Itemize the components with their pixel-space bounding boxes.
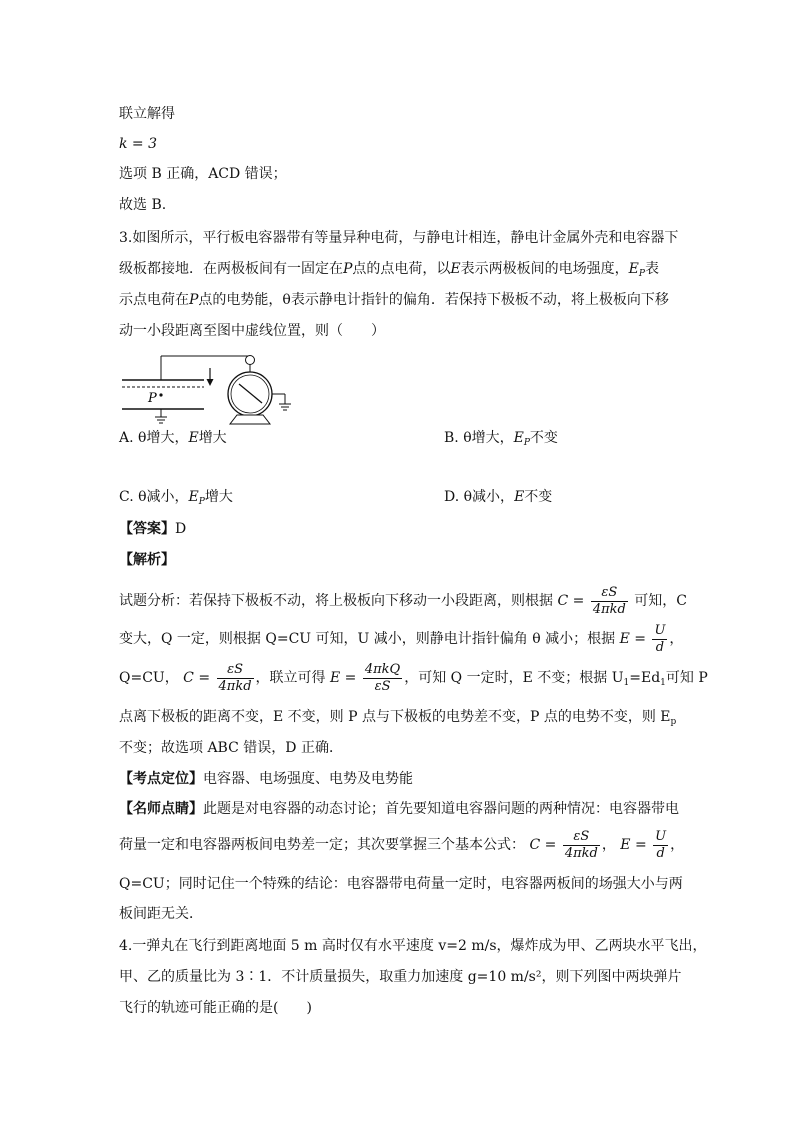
mingshi-line-2: 荷量一定和电容器两板间电势差一定；其次要掌握三个基本公式： C = $\frac{\varepsilon S}{\text{4πkd}}$ ， E = $\frac{U}{d}$ ，	[119, 828, 685, 861]
option-c: C. θ减小，$E_P$增大	[119, 489, 233, 507]
analysis-line-5: 不变；故选项 ABC 错误，D 正确．	[119, 740, 343, 756]
question-3-line-1: 3.如图所示，平行板电容器带有等量异种电荷，与静电计相连，静电计金属外壳和电容器下	[119, 230, 679, 246]
kaodian-line: 【考点定位】电容器、电场强度、电势及电势能	[119, 771, 413, 787]
option-a: A. θ增大，E增大	[119, 430, 227, 446]
line-option-b-correct: 选项 B 正确，ACD 错误；	[119, 166, 287, 182]
line-choose-b: 故选 B.	[119, 197, 167, 213]
analysis-line-4: 点离下极板的距离不变，E 不变，则 P 点与下极板的电势差不变，P 点的电势不变，则 $E_p$	[119, 709, 677, 727]
field-fraction: $\frac{U}{d}$	[654, 622, 666, 655]
capacitance-fraction: $\frac{\varepsilon S}{\text{4πkd}}$	[592, 584, 626, 617]
analysis-line-3: Q=CU， C = $\frac{\varepsilon S}{\text{4πkd}}$ ，联立可得 E = $\frac{\text{4πkQ}}{\varepsilon S}$ ，可知 Q 一定时，E 不变；根据 $U_1=Ed_1$可知 P	[119, 661, 708, 694]
analysis-line-1: 试题分析：若保持下极板不动，将上极板向下移动一小段距离，则根据 C = $\frac{\varepsilon S}{\text{4πkd}}$ 可知，C	[119, 584, 687, 617]
line-k: k = 3	[119, 136, 158, 152]
option-b: B. θ增大，$E_P$不变	[444, 430, 558, 448]
capacitor-electroscope-figure	[119, 350, 304, 425]
question-3-line-4: 动一小段距离至图中虚线位置，则（ ）	[119, 323, 385, 339]
question-3-line-2: 级板都接地．在两极板间有一固定在P点的点电荷，以E表示两极板间的电场强度，$E_P$表	[119, 261, 659, 279]
question-4-line-3: 飞行的轨迹可能正确的是( )	[119, 1000, 312, 1016]
analysis-heading: 【解析】	[119, 552, 175, 568]
option-d: D. θ减小，E不变	[444, 489, 553, 505]
mingshi-line-3: Q=CU；同时记住一个特殊的结论：电容器带电荷量一定时，电容器两板间的场强大小与两	[119, 876, 683, 892]
line-solve: 联立解得	[119, 106, 175, 122]
mingshi-line-4: 板间距无关．	[119, 906, 203, 922]
answer-line: 【答案】D	[119, 521, 187, 537]
question-3-line-3: 示点电荷在P点的电势能，θ表示静电计指针的偏角．若保持下极板不动，将上极板向下移	[119, 292, 669, 308]
question-4-line-2: 甲、乙的质量比为 3∶1．不计质量损失，取重力加速度 g=10 m/s²，则下列图中两块弹片	[119, 969, 682, 985]
mingshi-line-1: 【名师点睛】此题是对电容器的动态讨论；首先要知道电容器问题的两种情况：电容器带电	[119, 801, 679, 817]
field-charge-fraction: $\frac{\text{4πkQ}}{\varepsilon S}$	[364, 661, 401, 694]
point-p-label: P	[148, 391, 157, 406]
question-4-line-1: 4.一弹丸在飞行到距离地面 5 m 高时仅有水平速度 v=2 m/s，爆炸成为甲、乙两块水平飞出，	[119, 938, 707, 954]
analysis-line-2: 变大，Q 一定，则根据 Q=CU 可知，U 减小，则静电计指针偏角 θ 减小；根据 E = $\frac{U}{d}$ ，	[119, 622, 684, 655]
